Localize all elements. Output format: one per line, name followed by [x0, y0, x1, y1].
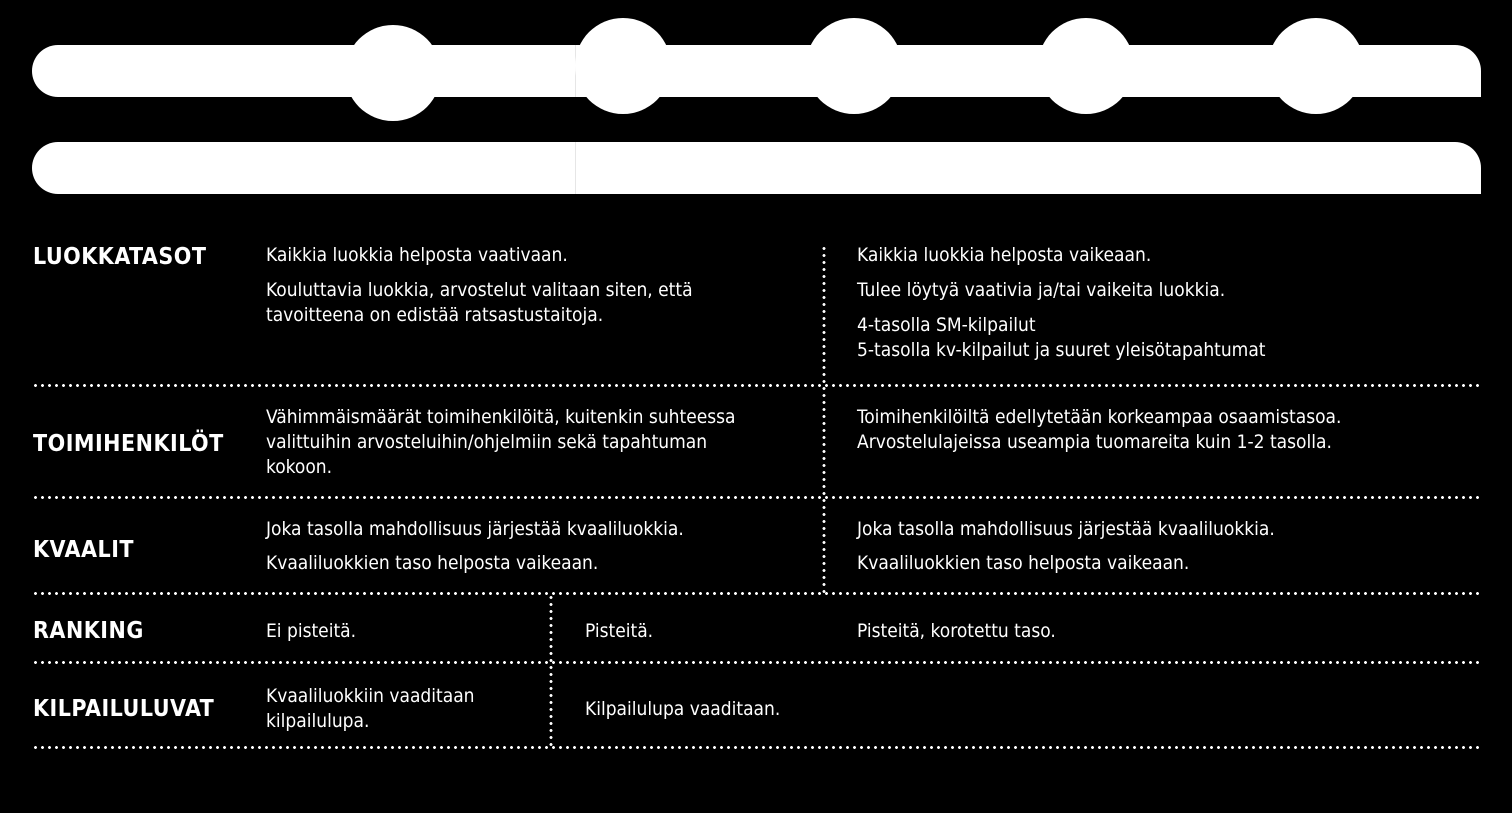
level-circle-3 [806, 18, 902, 114]
toimihenkilot-left-text: valittuihin arvosteluihin/ohjelmiin sekä tapahtuman [266, 431, 708, 453]
luokkatasot-left-text: Kouluttavia luokkia, arvostelut valitaan siten, että [266, 279, 693, 301]
level-scale-bar-top [32, 45, 1481, 97]
level-circle-2 [575, 18, 671, 114]
column-separator [822, 245, 826, 593]
row-separator [32, 746, 1482, 749]
level-scale-bar-bottom [32, 142, 1481, 194]
kvaalit-left-text: Kvaaliluokkien taso helposta vaikeaan. [266, 552, 599, 574]
column-separator [549, 594, 553, 749]
kvaalit-right-text: Kvaaliluokkien taso helposta vaikeaan. [857, 552, 1190, 574]
kvaalit-right-text: Joka tasolla mahdollisuus järjestää kvaaliluokkia. [857, 518, 1275, 540]
row-separator [32, 384, 1482, 387]
toimihenkilot-right-text: Arvostelulajeissa useampia tuomareita kuin 1-2 tasolla. [857, 431, 1332, 453]
kilpailuluvat-col1-text: Kvaaliluokkiin vaaditaan [266, 685, 475, 707]
luokkatasot-right-text: Kaikkia luokkia helposta vaikeaan. [857, 244, 1152, 266]
toimihenkilot-left-text: Vähimmäismäärät toimihenkilöitä, kuitenkin suhteessa [266, 406, 736, 428]
bar-divider [575, 142, 576, 194]
row-label-kilpailuluvat: KILPAILULUVAT [33, 696, 215, 722]
row-separator [32, 661, 1482, 664]
row-label-ranking: RANKING [33, 618, 144, 644]
luokkatasot-right-text: Tulee löytyä vaativia ja/tai vaikeita luokkia. [857, 279, 1226, 301]
level-circle-5 [1268, 18, 1364, 114]
kvaalit-left-text: Joka tasolla mahdollisuus järjestää kvaaliluokkia. [266, 518, 684, 540]
luokkatasot-right-text: 4-tasolla SM-kilpailut [857, 314, 1036, 336]
level-circle-4 [1038, 18, 1134, 114]
toimihenkilot-left-text: kokoon. [266, 456, 333, 478]
luokkatasot-right-text: 5-tasolla kv-kilpailut ja suuret yleisötapahtumat [857, 339, 1266, 361]
level-circle-1 [345, 25, 441, 121]
row-label-luokkatasot: LUOKKATASOT [33, 244, 207, 270]
row-label-toimihenkilot: TOIMIHENKILÖT [33, 431, 224, 457]
kilpailuluvat-col1-text: kilpailulupa. [266, 710, 370, 732]
luokkatasot-left-text: Kaikkia luokkia helposta vaativaan. [266, 244, 568, 266]
row-label-kvaalit: KVAALIT [33, 537, 135, 563]
row-separator [32, 592, 1482, 595]
luokkatasot-left-text: tavoitteena on edistää ratsastustaitoja. [266, 304, 604, 326]
ranking-col1-text: Ei pisteitä. [266, 620, 357, 642]
row-separator [32, 496, 1482, 499]
kilpailuluvat-col2-text: Kilpailulupa vaaditaan. [585, 698, 781, 720]
ranking-col3-text: Pisteitä, korotettu taso. [857, 620, 1056, 642]
ranking-col2-text: Pisteitä. [585, 620, 654, 642]
toimihenkilot-right-text: Toimihenkilöiltä edellytetään korkeampaa osaamistasoa. [857, 406, 1342, 428]
